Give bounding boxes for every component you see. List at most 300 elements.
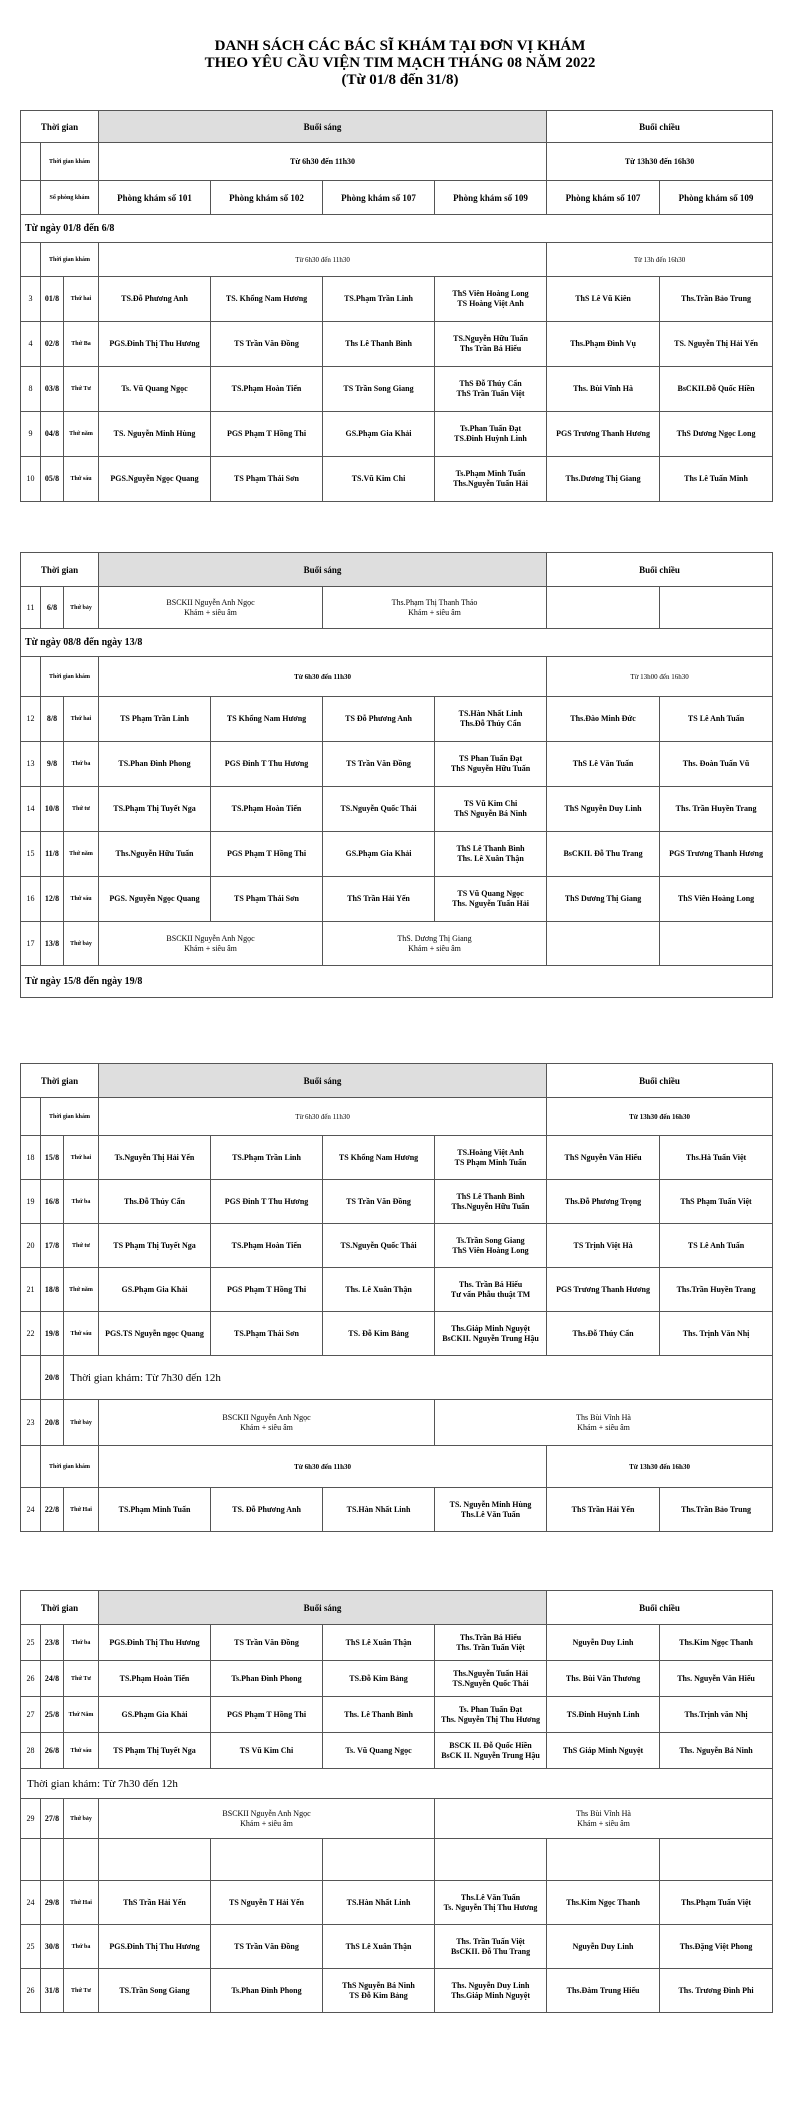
- doctor-cell: Ths.Phạm Đình Vụ: [547, 322, 660, 367]
- doctor-cell: Ths. Trương Đình Phi: [660, 1969, 773, 2013]
- doctor-cell: Ths. Đoàn Tuấn Vũ: [660, 742, 773, 787]
- doctor-cell: GS.Phạm Gia Khải: [99, 1697, 211, 1733]
- doctor-cell: TS Đỗ Phương Anh: [323, 697, 435, 742]
- schedule-row: [21, 1312, 773, 1356]
- doctor-cell: PGS Trương Thanh Hương: [660, 832, 773, 877]
- saturday-row: [21, 1400, 773, 1446]
- doctor-cell: ThS Nguyễn Duy Linh: [547, 787, 660, 832]
- row-day: Thứ Hai: [64, 1488, 99, 1532]
- doctor-cell: Ths. Lê Xuân Thận: [323, 1268, 435, 1312]
- doctor-cell: TS Phạm Thị Tuyết Nga: [99, 1224, 211, 1268]
- doctor-cell: Ths. Bùi Vĩnh Hà: [547, 367, 660, 412]
- doctor-cell: ThS Lê Thanh Bình Ths. Lê Xuân Thận: [435, 832, 547, 877]
- doctor-cell: TS.Hàn Nhất Linh: [323, 1488, 435, 1532]
- row-date: 23/8: [41, 1625, 64, 1661]
- doctor-cell: Ts.Phan Tuấn Đạt TS.Đinh Huỳnh Linh: [435, 412, 547, 457]
- service-note: Khám + siêu âm: [408, 943, 461, 953]
- doctor-cell: TS. Nguyễn Minh Hùng Ths.Lê Văn Tuấn: [435, 1488, 547, 1532]
- schedule-row: [21, 697, 773, 742]
- row-day: Thứ bảy: [64, 1799, 99, 1839]
- doctor-cell: Ths.Đỗ Thúy Cẩn: [547, 1312, 660, 1356]
- row-day: Thứ ba: [64, 1625, 99, 1661]
- row-number: 21: [21, 1268, 41, 1312]
- schedule-table-3: [20, 1063, 773, 1532]
- doctor-cell: Nguyễn Duy Linh: [547, 1925, 660, 1969]
- doctor-cell: ThS Trần Hải Yến: [323, 877, 435, 922]
- doctor-cell: Ths.Đàm Trung Hiếu: [547, 1969, 660, 2013]
- row-date: 26/8: [41, 1733, 64, 1769]
- row-day: Thứ ba: [64, 1925, 99, 1969]
- row-number: 27: [21, 1697, 41, 1733]
- doctor-cell: TS Khổng Nam Hương: [323, 1136, 435, 1180]
- row-number: 17: [21, 922, 41, 966]
- doctor-cell: TS.Phạm Trần Linh: [211, 1136, 323, 1180]
- exam-time-label: Thời gian khám: [41, 1446, 99, 1488]
- row-day: Thứ năm: [64, 832, 99, 877]
- row-number: 3: [21, 277, 41, 322]
- doctor-cell: Ts. Vũ Quang Ngọc: [99, 367, 211, 412]
- row-number: 26: [21, 1661, 41, 1697]
- room-number-label: Số phòng khám: [41, 181, 99, 215]
- doctor-cell: TS. Nguyễn Minh Hùng: [99, 412, 211, 457]
- doctor-cell: Ths.Giáp Minh Nguyệt BsCKII. Nguyễn Trung Hậu: [435, 1312, 547, 1356]
- week-label: Từ ngày 08/8 đến ngày 13/8: [21, 629, 773, 657]
- doctor-cell: TS Lê Anh Tuấn: [660, 697, 773, 742]
- service-note: Khám + siêu âm: [184, 943, 237, 953]
- title-line-3: (Từ 01/8 đến 31/8): [341, 72, 459, 88]
- doctor-cell: TS.Trần Song Giang: [99, 1969, 211, 2013]
- row-day: Thứ sáu: [64, 1312, 99, 1356]
- doctor-cell: PGS.Nguyễn Ngọc Quang: [99, 457, 211, 502]
- schedule-row: [21, 457, 773, 502]
- row-number: 10: [21, 457, 41, 502]
- doctor-cell: TS Trần Văn Đồng: [323, 742, 435, 787]
- room-header: Phòng khám số 101: [99, 181, 211, 215]
- saturday-morning-a: [99, 587, 323, 629]
- doctor-cell: TS.Phạm Trần Linh: [323, 277, 435, 322]
- doctor-cell: ThS Viên Hoàng Long: [660, 877, 773, 922]
- doctor-cell: TS Trần Văn Đồng: [323, 1180, 435, 1224]
- row-date: 30/8: [41, 1925, 64, 1969]
- doctor-cell: GS.Phạm Gia Khải: [99, 1268, 211, 1312]
- doctor-cell: Ths.Trần Huyền Trang: [660, 1268, 773, 1312]
- schedule-row: [21, 1136, 773, 1180]
- row-day: Thứ năm: [64, 412, 99, 457]
- doctor-cell: Ths. Nguyễn Duy Linh Ths.Giáp Minh Nguyệt: [435, 1969, 547, 2013]
- schedule-row: [21, 1224, 773, 1268]
- schedule-table-4: [20, 1590, 773, 2013]
- title-line-1: DANH SÁCH CÁC BÁC SĨ KHÁM TẠI ĐƠN VỊ KHÁM: [214, 38, 586, 54]
- week-label: Từ ngày 01/8 đến 6/8: [21, 215, 773, 243]
- doctor-cell: Ths.Dương Thị Giang: [547, 457, 660, 502]
- doctor-cell: PGS Đinh T Thu Hương: [211, 742, 323, 787]
- doctor-cell: Ths.Nguyễn Hữu Tuấn: [99, 832, 211, 877]
- saturday-morning-b: [323, 922, 547, 966]
- doctor-cell: Ths.Đỗ Phương Trọng: [547, 1180, 660, 1224]
- doctor-cell: TS Trần Văn Đồng: [211, 322, 323, 367]
- doctor-cell: TS.Nguyễn Quốc Thái: [323, 1224, 435, 1268]
- row-day: Thứ hai: [64, 277, 99, 322]
- room-header: Phòng khám số 102: [211, 181, 323, 215]
- exam-time-label: Thời gian khám: [41, 243, 99, 277]
- exam-time-label: Thời gian khám: [41, 657, 99, 697]
- doctor-cell: TS.Hàn Nhất Linh: [323, 1881, 435, 1925]
- row-day: Thứ năm: [64, 1268, 99, 1312]
- time-header: Thời gian: [21, 1591, 99, 1625]
- row-day: Thứ Hai: [64, 1881, 99, 1925]
- afternoon-time: Từ 13h00 đến 16h30: [547, 657, 773, 697]
- doctor-cell: TS.Vũ Kim Chi: [323, 457, 435, 502]
- schedule-table-2: [20, 552, 773, 998]
- doctor-cell: Ts. Phan Tuấn Đạt Ths. Nguyễn Thị Thu Hương: [435, 1697, 547, 1733]
- row-day: Thứ bảy: [64, 1400, 99, 1446]
- rooms-row: [21, 181, 773, 215]
- doctor-cell: TS Nguyễn T Hải Yến: [211, 1881, 323, 1925]
- afternoon-time: Từ 13h30 đến 16h30: [547, 1446, 773, 1488]
- doctor-cell: Ths.Kim Ngọc Thanh: [547, 1881, 660, 1925]
- doctor-cell: PGS.Đinh Thị Thu Hương: [99, 1925, 211, 1969]
- row-day: Thứ Ba: [64, 322, 99, 367]
- row-number: 19: [21, 1180, 41, 1224]
- doctor-cell: ThS Nguyễn Bá Ninh TS Đỗ Kim Bảng: [323, 1969, 435, 2013]
- schedule-row: [21, 1925, 773, 1969]
- doctor-name: BSCKII Nguyễn Anh Ngọc: [222, 1412, 311, 1422]
- schedule-row: [21, 1697, 773, 1733]
- afternoon-header: Buổi chiều: [547, 111, 773, 143]
- doctor-cell: BsCKII. Đỗ Thu Trang: [547, 832, 660, 877]
- row-number: 26: [21, 1969, 41, 2013]
- doctor-cell: Ts.Phạm Minh Tuấn Ths.Nguyễn Tuấn Hải: [435, 457, 547, 502]
- doctor-cell: TS.Phạm Hoàn Tiến: [211, 787, 323, 832]
- doctor-cell: ThS Lê Xuân Thận: [323, 1625, 435, 1661]
- saturday-row: [21, 1799, 773, 1839]
- doctor-cell: TS.Hàn Nhất Linh Ths.Đỗ Thúy Cẩn: [435, 697, 547, 742]
- doctor-cell: PGS Phạm T Hồng Thi: [211, 412, 323, 457]
- doctor-cell: ThS Dương Ngọc Long: [660, 412, 773, 457]
- doctor-cell: TS Vũ Kim Chi: [211, 1733, 323, 1769]
- page-title: [0, 38, 800, 89]
- doctor-cell: TS.Phạm Minh Tuấn: [99, 1488, 211, 1532]
- doctor-cell: TS Trần Song Giang: [323, 367, 435, 412]
- saturday-morning-b: [435, 1400, 773, 1446]
- doctor-cell: TS.Đinh Huỳnh Linh: [547, 1697, 660, 1733]
- doctor-cell: TS Phạm Thị Tuyết Nga: [99, 1733, 211, 1769]
- doctor-cell: TS.Phạm Hoàn Tiến: [211, 367, 323, 412]
- doctor-cell: Ths. Trần Huyền Trang: [660, 787, 773, 832]
- doctor-cell: Ths Lê Tuấn Minh: [660, 457, 773, 502]
- row-date: 05/8: [41, 457, 64, 502]
- weekend-time-note: Thời gian khám: Từ 7h30 đến 12h: [64, 1356, 773, 1400]
- saturday-morning-b: [323, 587, 547, 629]
- doctor-cell: PGS. Nguyễn Ngọc Quang: [99, 877, 211, 922]
- doctor-cell: Ths. Trần Bá Hiếu Tư vấn Phẫu thuật TM: [435, 1268, 547, 1312]
- schedule-row: [21, 1969, 773, 2013]
- schedule-row: [21, 1661, 773, 1697]
- afternoon-header: Buổi chiều: [547, 1591, 773, 1625]
- doctor-name: BSCKII Nguyễn Anh Ngọc: [166, 597, 255, 607]
- saturday-morning-a: [99, 1400, 435, 1446]
- row-number: 15: [21, 832, 41, 877]
- doctor-cell: TS.Đỗ Kim Bảng: [323, 1661, 435, 1697]
- doctor-cell: ThS Dương Thị Giang: [547, 877, 660, 922]
- row-day: Thứ tư: [64, 787, 99, 832]
- doctor-cell: PGS Phạm T Hồng Thi: [211, 832, 323, 877]
- row-day: Thứ Tư: [64, 1969, 99, 2013]
- row-day: Thứ ba: [64, 742, 99, 787]
- doctor-cell: TS.Nguyễn Hữu Tuấn Ths Trần Bá Hiếu: [435, 322, 547, 367]
- doctor-name: ThS. Dương Thị Giang: [397, 933, 472, 943]
- morning-time: Từ 6h30 đến 11h30: [99, 243, 547, 277]
- row-date: 25/8: [41, 1697, 64, 1733]
- row-date: 27/8: [41, 1799, 64, 1839]
- row-day: Thứ bảy: [64, 587, 99, 629]
- doctor-cell: TS Phạm Thái Sơn: [211, 877, 323, 922]
- title-line-2: THEO YÊU CẦU VIỆN TIM MẠCH THÁNG 08 NĂM 2022: [204, 55, 596, 71]
- doctor-cell: PGS.Đinh Thị Thu Hương: [99, 1625, 211, 1661]
- row-number: 9: [21, 412, 41, 457]
- doctor-cell: Ts.Phan Đình Phong: [211, 1969, 323, 2013]
- doctor-cell: Ts.Trần Song Giang ThS Viên Hoàng Long: [435, 1224, 547, 1268]
- row-number: 18: [21, 1136, 41, 1180]
- row-date: 03/8: [41, 367, 64, 412]
- service-note: Khám + siêu âm: [184, 607, 237, 617]
- doctor-cell: Ths. Lê Thanh Bình: [323, 1697, 435, 1733]
- doctor-cell: TS Trịnh Việt Hà: [547, 1224, 660, 1268]
- row-number: 25: [21, 1625, 41, 1661]
- doctor-cell: PGS Phạm T Hồng Thi: [211, 1697, 323, 1733]
- morning-time: Từ 6h30 đến 11h30: [99, 657, 547, 697]
- morning-time: Từ 6h30 đến 11h30: [99, 1446, 547, 1488]
- row-date: 13/8: [41, 922, 64, 966]
- doctor-cell: Ths.Đặng Việt Phong: [660, 1925, 773, 1969]
- service-note: Khám + siêu âm: [240, 1422, 293, 1432]
- doctor-cell: TS Trần Văn Đồng: [211, 1925, 323, 1969]
- doctor-cell: TS Phan Tuấn Đạt ThS Nguyễn Hữu Tuấn: [435, 742, 547, 787]
- saturday-morning-a: [99, 1799, 435, 1839]
- doctor-cell: Ths.Nguyễn Tuấn Hải TS.Nguyễn Quốc Thái: [435, 1661, 547, 1697]
- afternoon-header: Buổi chiều: [547, 553, 773, 587]
- doctor-cell: Ths. Nguyễn Bá Ninh: [660, 1733, 773, 1769]
- morning-header: Buổi sáng: [99, 553, 547, 587]
- doctor-cell: TS.Phạm Thị Tuyết Nga: [99, 787, 211, 832]
- doctor-cell: ThS Trần Hải Yến: [547, 1488, 660, 1532]
- doctor-cell: Ts.Nguyễn Thị Hải Yến: [99, 1136, 211, 1180]
- exam-time-label: Thời gian khám: [41, 143, 99, 181]
- doctor-cell: TS Phạm Trần Linh: [99, 697, 211, 742]
- schedule-row: [21, 742, 773, 787]
- doctor-name: Ths Bùi Vĩnh Hà: [576, 1412, 631, 1422]
- doctor-cell: TS.Phạm Hoàn Tiến: [99, 1661, 211, 1697]
- row-date: 20/8: [41, 1356, 64, 1400]
- saturday-row: [21, 922, 773, 966]
- doctor-cell: Ts. Vũ Quang Ngọc: [323, 1733, 435, 1769]
- schedule-row: [21, 412, 773, 457]
- row-number: 11: [21, 587, 41, 629]
- doctor-cell: ThS Đỗ Thúy Cẩn ThS Trần Tuấn Việt: [435, 367, 547, 412]
- doctor-cell: PGS Trương Thanh Hương: [547, 412, 660, 457]
- room-header: Phòng khám số 109: [660, 181, 773, 215]
- row-number: 29: [21, 1799, 41, 1839]
- saturday-morning-a: [99, 922, 323, 966]
- doctor-cell: PGS Phạm T Hồng Thi: [211, 1268, 323, 1312]
- row-date: 10/8: [41, 787, 64, 832]
- doctor-cell: Ths. Trịnh Văn Nhị: [660, 1312, 773, 1356]
- row-date: 9/8: [41, 742, 64, 787]
- row-date: 8/8: [41, 697, 64, 742]
- doctor-cell: Ths.Lê Văn Tuấn Ts. Nguyễn Thị Thu Hương: [435, 1881, 547, 1925]
- row-date: 20/8: [41, 1400, 64, 1446]
- doctor-cell: ThS Viên Hoàng Long TS Hoàng Việt Anh: [435, 277, 547, 322]
- morning-time: Từ 6h30 đến 11h30: [99, 1098, 547, 1136]
- schedule-row: [21, 1625, 773, 1661]
- row-date: 22/8: [41, 1488, 64, 1532]
- schedule-row: [21, 322, 773, 367]
- exam-time-label: Thời gian khám: [41, 1098, 99, 1136]
- row-date: 18/8: [41, 1268, 64, 1312]
- saturday-morning-b: [435, 1799, 773, 1839]
- time-header: Thời gian: [21, 111, 99, 143]
- morning-time: Từ 6h30 đến 11h30: [99, 143, 547, 181]
- row-number: 14: [21, 787, 41, 832]
- doctor-cell: ThS Lê Thanh Bình Ths.Nguyễn Hữu Tuấn: [435, 1180, 547, 1224]
- doctor-name: Ths Bùi Vĩnh Hà: [576, 1808, 631, 1818]
- row-number: 20: [21, 1224, 41, 1268]
- row-day: Thứ bảy: [64, 922, 99, 966]
- doctor-cell: TS.Nguyễn Quốc Thái: [323, 787, 435, 832]
- row-number: 4: [21, 322, 41, 367]
- weekend-time-note: Thời gian khám: Từ 7h30 đến 12h: [21, 1769, 773, 1799]
- row-date: 6/8: [41, 587, 64, 629]
- row-date: 16/8: [41, 1180, 64, 1224]
- doctor-cell: TS.Phạm Thái Sơn: [211, 1312, 323, 1356]
- schedule-row: [21, 877, 773, 922]
- saturday-row: [21, 587, 773, 629]
- time-header: Thời gian: [21, 553, 99, 587]
- service-note: Khám + siêu âm: [577, 1818, 630, 1828]
- doctor-cell: ThS Nguyễn Văn Hiếu: [547, 1136, 660, 1180]
- week-label: Từ ngày 15/8 đến ngày 19/8: [21, 966, 773, 998]
- doctor-cell: Ths.Đào Minh Đức: [547, 697, 660, 742]
- row-number: 16: [21, 877, 41, 922]
- row-date: 02/8: [41, 322, 64, 367]
- row-day: Thứ hai: [64, 697, 99, 742]
- time-header: Thời gian: [21, 1064, 99, 1098]
- doctor-cell: Ths.Trần Bá Hiếu Ths. Trần Tuấn Việt: [435, 1625, 547, 1661]
- schedule-row: [21, 1180, 773, 1224]
- doctor-cell: TS Vũ Quang Ngọc Ths. Nguyễn Tuấn Hải: [435, 877, 547, 922]
- morning-header: Buổi sáng: [99, 1064, 547, 1098]
- doctor-cell: ThS Trần Hải Yến: [99, 1881, 211, 1925]
- doctor-cell: Ths.Trần Bảo Trung: [660, 277, 773, 322]
- row-date: 12/8: [41, 877, 64, 922]
- doctor-cell: Ths.Đỗ Thúy Cẩn: [99, 1180, 211, 1224]
- doctor-name: BSCKII Nguyễn Anh Ngọc: [166, 933, 255, 943]
- afternoon-time: Từ 13h30 đến 16h30: [547, 143, 773, 181]
- doctor-cell: TS.Phạm Hoàn Tiến: [211, 1224, 323, 1268]
- schedule-row: [21, 367, 773, 412]
- row-date: 31/8: [41, 1969, 64, 2013]
- row-number: 12: [21, 697, 41, 742]
- doctor-cell: Ths.Hà Tuấn Việt: [660, 1136, 773, 1180]
- row-date: 24/8: [41, 1661, 64, 1697]
- doctor-cell: ThS Lê Vũ Kiên: [547, 277, 660, 322]
- row-date: 19/8: [41, 1312, 64, 1356]
- doctor-cell: GS.Phạm Gia Khải: [323, 412, 435, 457]
- row-number: 8: [21, 367, 41, 412]
- service-note: Khám + siêu âm: [240, 1818, 293, 1828]
- schedule-row: [21, 1268, 773, 1312]
- doctor-cell: BSCK II. Đỗ Quốc Hiền BsCK II. Nguyễn Trung Hậu: [435, 1733, 547, 1769]
- doctor-cell: ThS Lê Văn Tuấn: [547, 742, 660, 787]
- schedule-row: [21, 1881, 773, 1925]
- doctor-cell: TS.Phan Đình Phong: [99, 742, 211, 787]
- doctor-cell: PGS.Đinh Thị Thu Hương: [99, 322, 211, 367]
- row-date: 01/8: [41, 277, 64, 322]
- service-note: Khám + siêu âm: [577, 1422, 630, 1432]
- schedule-row: [21, 787, 773, 832]
- afternoon-time: Từ 13h30 đến 16h30: [547, 1098, 773, 1136]
- doctor-cell: Ths. Trần Tuấn Việt BsCKII. Đỗ Thu Trang: [435, 1925, 547, 1969]
- doctor-cell: Ths.Trịnh văn Nhị: [660, 1697, 773, 1733]
- doctor-cell: PGS.TS Nguyễn ngọc Quang: [99, 1312, 211, 1356]
- row-day: Thứ sáu: [64, 877, 99, 922]
- row-day: Thứ sáu: [64, 457, 99, 502]
- doctor-cell: TS.Hoàng Việt Anh TS Phạm Minh Tuấn: [435, 1136, 547, 1180]
- doctor-name: BSCKII Nguyễn Anh Ngọc: [222, 1808, 311, 1818]
- doctor-cell: TS Trần Văn Đồng: [211, 1625, 323, 1661]
- row-day: Thứ tư: [64, 1224, 99, 1268]
- doctor-cell: TS.Đỗ Phương Anh: [99, 277, 211, 322]
- doctor-cell: Ts.Phan Đình Phong: [211, 1661, 323, 1697]
- morning-header: Buổi sáng: [99, 111, 547, 143]
- schedule-table-1: [20, 110, 773, 502]
- room-header: Phòng khám số 107: [323, 181, 435, 215]
- schedule-row: [21, 277, 773, 322]
- doctor-cell: Ths.Kim Ngọc Thanh: [660, 1625, 773, 1661]
- doctor-cell: TS. Đỗ Phương Anh: [211, 1488, 323, 1532]
- doctor-cell: Ths. Nguyễn Văn Hiếu: [660, 1661, 773, 1697]
- doctor-cell: TS. Nguyễn Thị Hải Yến: [660, 322, 773, 367]
- row-day: Thứ sáu: [64, 1733, 99, 1769]
- doctor-cell: ThS Phạm Tuấn Việt: [660, 1180, 773, 1224]
- row-day: Thứ hai: [64, 1136, 99, 1180]
- row-day: Thứ ba: [64, 1180, 99, 1224]
- row-number: 28: [21, 1733, 41, 1769]
- room-header: Phòng khám số 109: [435, 181, 547, 215]
- doctor-cell: Ths. Bùi Văn Thương: [547, 1661, 660, 1697]
- schedule-row: [21, 1488, 773, 1532]
- doctor-cell: TS Khổng Nam Hương: [211, 697, 323, 742]
- doctor-name: Ths.Phạm Thị Thanh Thảo: [391, 597, 478, 607]
- doctor-cell: ThS Lê Xuân Thận: [323, 1925, 435, 1969]
- row-number: 25: [21, 1925, 41, 1969]
- service-note: Khám + siêu âm: [408, 607, 461, 617]
- row-date: 17/8: [41, 1224, 64, 1268]
- row-date: 11/8: [41, 832, 64, 877]
- afternoon-header: Buổi chiều: [547, 1064, 773, 1098]
- doctor-cell: PGS Đinh T Thu Hương: [211, 1180, 323, 1224]
- doctor-cell: ThS Giáp Minh Nguyệt: [547, 1733, 660, 1769]
- doctor-cell: Nguyễn Duy Linh: [547, 1625, 660, 1661]
- doctor-cell: Ths.Phạm Tuấn Việt: [660, 1881, 773, 1925]
- doctor-cell: PGS Trương Thanh Hương: [547, 1268, 660, 1312]
- row-date: 29/8: [41, 1881, 64, 1925]
- row-day: Thứ Tư: [64, 1661, 99, 1697]
- morning-header: Buổi sáng: [99, 1591, 547, 1625]
- row-date: 04/8: [41, 412, 64, 457]
- schedule-row: [21, 832, 773, 877]
- room-header: Phòng khám số 107: [547, 181, 660, 215]
